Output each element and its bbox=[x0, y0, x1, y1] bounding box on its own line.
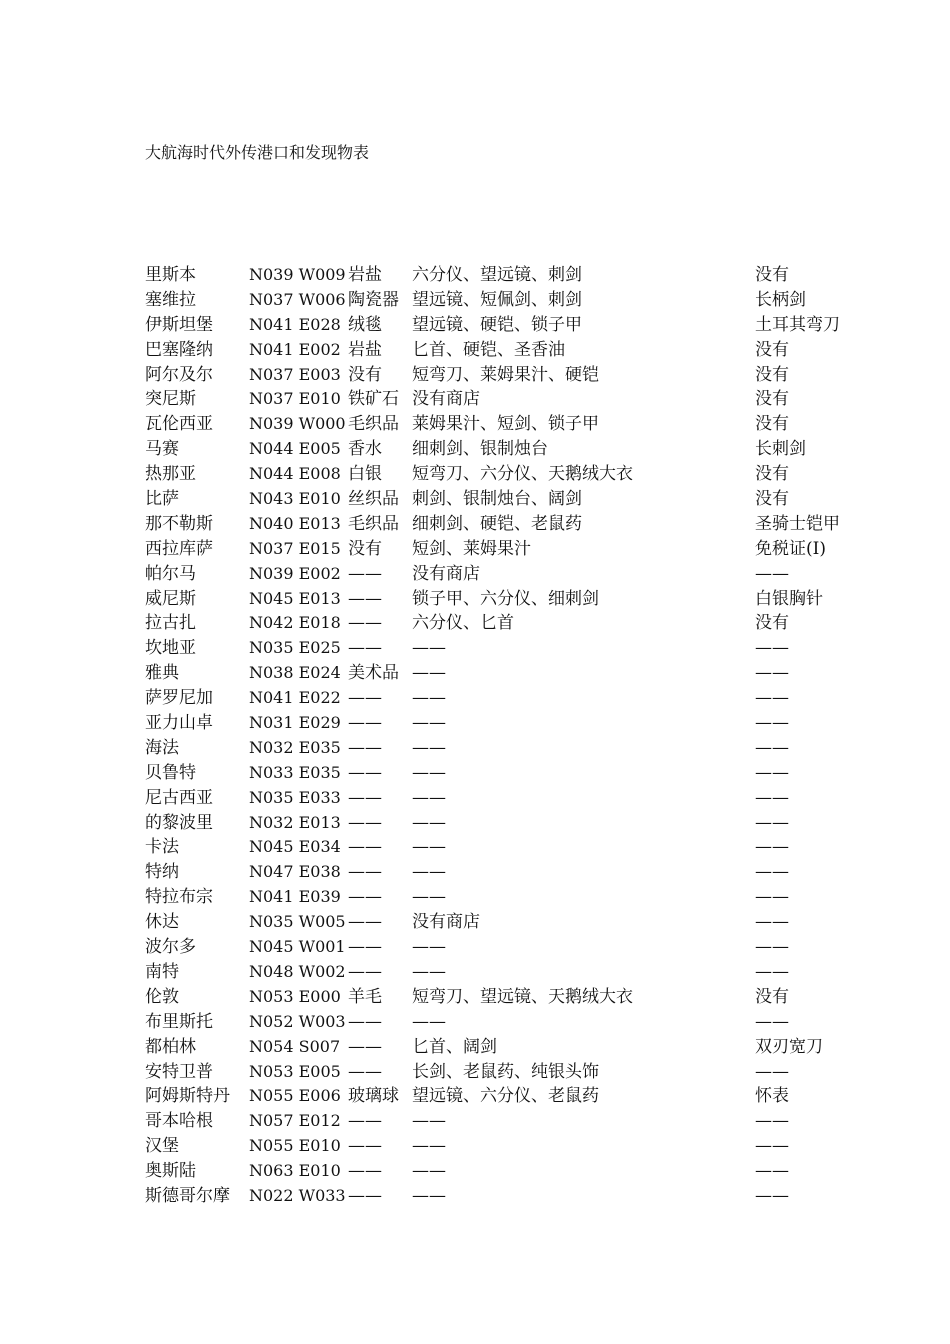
port-discovery: —— bbox=[755, 713, 789, 734]
port-shop-items: 望远镜、硬铠、锁子甲 bbox=[412, 314, 582, 335]
port-discovery: —— bbox=[755, 812, 789, 833]
port-shop-items: —— bbox=[412, 713, 446, 734]
table-row bbox=[145, 761, 905, 786]
port-shop-items: —— bbox=[412, 1011, 446, 1032]
port-coordinates: N037 E003 bbox=[249, 364, 341, 384]
port-coordinates: N052 W003 bbox=[249, 1011, 346, 1031]
table-row bbox=[145, 636, 905, 661]
port-shop-items: 望远镜、短佩剑、刺剑 bbox=[412, 289, 582, 310]
port-trade-goods: 丝织品 bbox=[348, 489, 399, 510]
port-shop-items: 短弯刀、莱姆果汁、硬铠 bbox=[412, 364, 599, 385]
port-shop-items: 六分仪、望远镜、刺剑 bbox=[412, 265, 582, 285]
port-trade-goods: —— bbox=[348, 862, 382, 883]
port-coordinates: N037 E010 bbox=[249, 389, 341, 409]
port-name: 拉古扎 bbox=[145, 613, 196, 634]
port-shop-items: —— bbox=[412, 1185, 446, 1206]
port-trade-goods: 没有 bbox=[348, 364, 382, 385]
port-discovery: —— bbox=[755, 663, 789, 684]
table-row bbox=[145, 313, 905, 338]
port-trade-goods: 羊毛 bbox=[348, 986, 382, 1007]
port-coordinates: N045 E013 bbox=[249, 588, 341, 608]
table-row bbox=[145, 1109, 905, 1134]
table-row bbox=[145, 661, 905, 686]
port-trade-goods: 白银 bbox=[348, 464, 382, 485]
table-row bbox=[145, 363, 905, 388]
port-coordinates: N022 W033 bbox=[249, 1185, 346, 1205]
port-name: 亚力山卓 bbox=[145, 713, 213, 734]
port-name: 伦敦 bbox=[145, 986, 179, 1007]
port-shop-items: 匕首、硬铠、圣香油 bbox=[412, 339, 565, 360]
port-discovery: —— bbox=[755, 737, 789, 758]
port-trade-goods: 美术品 bbox=[348, 663, 399, 684]
port-name: 巴塞隆纳 bbox=[145, 339, 213, 360]
port-coordinates: N039 W009 bbox=[249, 265, 346, 284]
port-trade-goods: 绒毯 bbox=[348, 314, 382, 335]
table-row bbox=[145, 611, 905, 636]
port-shop-items: —— bbox=[412, 1111, 446, 1132]
port-name: 海法 bbox=[145, 737, 179, 758]
port-discovery: 没有 bbox=[755, 986, 789, 1007]
table-row bbox=[145, 587, 905, 612]
port-trade-goods: 玻璃球 bbox=[348, 1086, 399, 1107]
port-shop-items: 刺剑、银制烛台、阔剑 bbox=[412, 489, 582, 510]
table-row bbox=[145, 910, 905, 935]
port-trade-goods: —— bbox=[348, 713, 382, 734]
port-shop-items: 莱姆果汁、短剑、锁子甲 bbox=[412, 414, 599, 435]
port-coordinates: N044 E005 bbox=[249, 439, 341, 459]
port-coordinates: N038 E024 bbox=[249, 663, 341, 683]
port-coordinates: N039 W000 bbox=[249, 414, 346, 434]
port-name: 伊斯坦堡 bbox=[145, 314, 213, 335]
port-trade-goods: —— bbox=[348, 613, 382, 634]
port-discovery: —— bbox=[755, 563, 789, 584]
port-coordinates: N053 E005 bbox=[249, 1061, 341, 1081]
port-table bbox=[145, 263, 905, 1209]
port-discovery: 双刃宽刀 bbox=[755, 1036, 823, 1057]
port-discovery: —— bbox=[755, 862, 789, 883]
port-coordinates: N045 W001 bbox=[249, 937, 346, 957]
page-title: 大航海时代外传港口和发现物表 bbox=[145, 143, 370, 162]
port-coordinates: N063 E010 bbox=[249, 1161, 341, 1181]
port-coordinates: N047 E038 bbox=[249, 862, 341, 882]
port-trade-goods: —— bbox=[348, 1161, 382, 1182]
port-name: 卡法 bbox=[145, 837, 179, 858]
table-row bbox=[145, 985, 905, 1010]
port-shop-items: 没有商店 bbox=[412, 389, 480, 410]
port-trade-goods: —— bbox=[348, 1036, 382, 1057]
table-row bbox=[145, 935, 905, 960]
port-shop-items: 没有商店 bbox=[412, 563, 480, 584]
port-name: 波尔多 bbox=[145, 937, 196, 958]
port-coordinates: N039 E002 bbox=[249, 563, 341, 583]
port-discovery: 没有 bbox=[755, 613, 789, 634]
port-coordinates: N041 E002 bbox=[249, 339, 341, 359]
port-discovery: —— bbox=[755, 937, 789, 958]
port-trade-goods: —— bbox=[348, 787, 382, 808]
port-shop-items: 没有商店 bbox=[412, 912, 480, 933]
port-trade-goods: 毛织品 bbox=[348, 513, 399, 534]
port-trade-goods: —— bbox=[348, 588, 382, 609]
port-coordinates: N043 E010 bbox=[249, 489, 341, 509]
port-shop-items: —— bbox=[412, 1136, 446, 1157]
port-name: 特拉布宗 bbox=[145, 887, 213, 908]
port-name: 奥斯陆 bbox=[145, 1161, 196, 1182]
table-row bbox=[145, 960, 905, 985]
table-row bbox=[145, 487, 905, 512]
port-coordinates: N041 E039 bbox=[249, 887, 341, 907]
port-coordinates: N054 S007 bbox=[249, 1036, 341, 1056]
table-row bbox=[145, 562, 905, 587]
port-discovery: —— bbox=[755, 837, 789, 858]
port-discovery: 长柄剑 bbox=[755, 289, 806, 310]
table-row bbox=[145, 811, 905, 836]
port-shop-items: —— bbox=[412, 688, 446, 709]
port-shop-items: 望远镜、六分仪、老鼠药 bbox=[412, 1086, 599, 1107]
port-shop-items: —— bbox=[412, 762, 446, 783]
port-name: 坎地亚 bbox=[145, 638, 196, 659]
port-trade-goods: —— bbox=[348, 563, 382, 584]
port-shop-items: —— bbox=[412, 937, 446, 958]
port-shop-items: —— bbox=[412, 837, 446, 858]
table-row bbox=[145, 412, 905, 437]
port-trade-goods: —— bbox=[348, 1136, 382, 1157]
port-discovery: 没有 bbox=[755, 414, 789, 435]
port-discovery: —— bbox=[755, 887, 789, 908]
port-coordinates: N053 E000 bbox=[249, 986, 341, 1006]
port-coordinates: N042 E018 bbox=[249, 613, 341, 633]
table-row bbox=[145, 462, 905, 487]
port-discovery: 没有 bbox=[755, 389, 789, 410]
port-shop-items: 细刺剑、硬铠、老鼠药 bbox=[412, 513, 582, 534]
port-shop-items: —— bbox=[412, 638, 446, 659]
port-name: 贝鲁特 bbox=[145, 762, 196, 783]
port-name: 突尼斯 bbox=[145, 389, 196, 410]
port-discovery: 没有 bbox=[755, 339, 789, 360]
table-row bbox=[145, 1184, 905, 1209]
port-trade-goods: —— bbox=[348, 1061, 382, 1082]
port-coordinates: N055 E006 bbox=[249, 1086, 341, 1106]
port-shop-items: 六分仪、匕首 bbox=[412, 613, 514, 634]
port-discovery: —— bbox=[755, 638, 789, 659]
table-row bbox=[145, 1035, 905, 1060]
port-trade-goods: —— bbox=[348, 961, 382, 982]
port-name: 塞维拉 bbox=[145, 289, 196, 310]
port-trade-goods: —— bbox=[348, 1185, 382, 1206]
port-trade-goods: —— bbox=[348, 638, 382, 659]
port-trade-goods: 岩盐 bbox=[348, 265, 382, 285]
port-discovery: 没有 bbox=[755, 364, 789, 385]
port-trade-goods: 毛织品 bbox=[348, 414, 399, 435]
table-row bbox=[145, 885, 905, 910]
port-coordinates: N032 E035 bbox=[249, 737, 341, 757]
port-trade-goods: —— bbox=[348, 887, 382, 908]
port-name: 萨罗尼加 bbox=[145, 688, 213, 709]
port-trade-goods: —— bbox=[348, 812, 382, 833]
port-discovery: —— bbox=[755, 961, 789, 982]
port-name: 阿姆斯特丹 bbox=[145, 1086, 230, 1107]
port-shop-items: —— bbox=[412, 887, 446, 908]
port-discovery: 怀表 bbox=[755, 1086, 789, 1107]
table-row bbox=[145, 1084, 905, 1109]
port-discovery: —— bbox=[755, 787, 789, 808]
port-coordinates: N033 E035 bbox=[249, 762, 341, 782]
port-discovery: 长刺剑 bbox=[755, 439, 806, 460]
port-name: 尼古西亚 bbox=[145, 787, 213, 808]
table-row bbox=[145, 1159, 905, 1184]
port-trade-goods: —— bbox=[348, 1111, 382, 1132]
table-row bbox=[145, 437, 905, 462]
port-coordinates: N048 W002 bbox=[249, 961, 346, 981]
port-discovery: 没有 bbox=[755, 265, 789, 285]
port-trade-goods: —— bbox=[348, 762, 382, 783]
port-discovery: 免税证(I) bbox=[755, 538, 826, 559]
port-name: 斯德哥尔摩 bbox=[145, 1185, 230, 1206]
port-discovery: —— bbox=[755, 1136, 789, 1157]
port-shop-items: 短弯刀、六分仪、天鹅绒大衣 bbox=[412, 464, 633, 485]
port-shop-items: —— bbox=[412, 737, 446, 758]
port-trade-goods: —— bbox=[348, 737, 382, 758]
port-coordinates: N057 E012 bbox=[249, 1111, 341, 1131]
table-row bbox=[145, 1060, 905, 1085]
port-name: 威尼斯 bbox=[145, 588, 196, 609]
port-shop-items: —— bbox=[412, 663, 446, 684]
port-trade-goods: 铁矿石 bbox=[348, 389, 399, 410]
port-trade-goods: 没有 bbox=[348, 538, 382, 559]
port-discovery: —— bbox=[755, 1111, 789, 1132]
port-name: 汉堡 bbox=[145, 1136, 179, 1157]
port-name: 雅典 bbox=[145, 663, 179, 684]
port-name: 哥本哈根 bbox=[145, 1111, 213, 1132]
port-name: 南特 bbox=[145, 961, 179, 982]
port-shop-items: —— bbox=[412, 812, 446, 833]
port-discovery: —— bbox=[755, 1185, 789, 1206]
port-discovery: 白银胸针 bbox=[755, 588, 823, 609]
port-coordinates: N037 W006 bbox=[249, 289, 346, 309]
table-row bbox=[145, 263, 905, 288]
port-name: 特纳 bbox=[145, 862, 179, 883]
port-trade-goods: 陶瓷器 bbox=[348, 289, 399, 310]
table-row bbox=[145, 835, 905, 860]
port-coordinates: N031 E029 bbox=[249, 713, 341, 733]
port-name: 马赛 bbox=[145, 439, 179, 460]
port-shop-items: —— bbox=[412, 862, 446, 883]
port-discovery: —— bbox=[755, 688, 789, 709]
table-row bbox=[145, 686, 905, 711]
port-coordinates: N041 E028 bbox=[249, 314, 341, 334]
port-coordinates: N037 E015 bbox=[249, 538, 341, 558]
table-row bbox=[145, 512, 905, 537]
port-name: 西拉库萨 bbox=[145, 538, 213, 559]
port-shop-items: 锁子甲、六分仪、细刺剑 bbox=[412, 588, 599, 609]
port-coordinates: N035 E025 bbox=[249, 638, 341, 658]
port-trade-goods: —— bbox=[348, 1011, 382, 1032]
port-shop-items: 细刺剑、银制烛台 bbox=[412, 439, 548, 460]
table-row bbox=[145, 387, 905, 412]
port-discovery: 没有 bbox=[755, 464, 789, 485]
port-shop-items: —— bbox=[412, 787, 446, 808]
port-trade-goods: 岩盐 bbox=[348, 339, 382, 360]
port-shop-items: —— bbox=[412, 1161, 446, 1182]
port-coordinates: N035 E033 bbox=[249, 787, 341, 807]
table-row bbox=[145, 1010, 905, 1035]
table-row bbox=[145, 736, 905, 761]
port-name: 都柏林 bbox=[145, 1036, 196, 1057]
port-coordinates: N044 E008 bbox=[249, 464, 341, 484]
table-row bbox=[145, 786, 905, 811]
port-shop-items: 匕首、阔剑 bbox=[412, 1036, 497, 1057]
table-row bbox=[145, 711, 905, 736]
port-name: 帕尔马 bbox=[145, 563, 196, 584]
port-name: 里斯本 bbox=[145, 265, 196, 285]
port-name: 比萨 bbox=[145, 489, 179, 510]
port-coordinates: N055 E010 bbox=[249, 1136, 341, 1156]
port-trade-goods: —— bbox=[348, 688, 382, 709]
port-coordinates: N040 E013 bbox=[249, 513, 341, 533]
table-row bbox=[145, 1134, 905, 1159]
port-coordinates: N045 E034 bbox=[249, 837, 341, 857]
port-discovery: —— bbox=[755, 762, 789, 783]
port-discovery: 没有 bbox=[755, 489, 789, 510]
port-coordinates: N035 W005 bbox=[249, 912, 346, 932]
port-shop-items: 长剑、老鼠药、纯银头饰 bbox=[412, 1061, 599, 1082]
port-name: 的黎波里 bbox=[145, 812, 213, 833]
port-name: 热那亚 bbox=[145, 464, 196, 485]
port-trade-goods: —— bbox=[348, 937, 382, 958]
table-row bbox=[145, 338, 905, 363]
port-shop-items: 短弯刀、望远镜、天鹅绒大衣 bbox=[412, 986, 633, 1007]
port-shop-items: 短剑、莱姆果汁 bbox=[412, 538, 531, 559]
port-shop-items: —— bbox=[412, 961, 446, 982]
port-name: 那不勒斯 bbox=[145, 513, 213, 534]
port-trade-goods: 香水 bbox=[348, 439, 382, 460]
port-coordinates: N041 E022 bbox=[249, 688, 341, 708]
port-name: 安特卫普 bbox=[145, 1061, 213, 1082]
port-coordinates: N032 E013 bbox=[249, 812, 341, 832]
table-row bbox=[145, 537, 905, 562]
port-discovery: 圣骑士铠甲 bbox=[755, 513, 840, 534]
port-discovery: 土耳其弯刀 bbox=[755, 314, 840, 335]
table-row bbox=[145, 288, 905, 313]
port-name: 休达 bbox=[145, 912, 179, 933]
port-discovery: —— bbox=[755, 1061, 789, 1082]
port-name: 阿尔及尔 bbox=[145, 364, 213, 385]
port-discovery: —— bbox=[755, 1011, 789, 1032]
port-discovery: —— bbox=[755, 1161, 789, 1182]
port-trade-goods: —— bbox=[348, 912, 382, 933]
port-name: 瓦伦西亚 bbox=[145, 414, 213, 435]
port-name: 布里斯托 bbox=[145, 1011, 213, 1032]
table-row bbox=[145, 860, 905, 885]
port-trade-goods: —— bbox=[348, 837, 382, 858]
port-discovery: —— bbox=[755, 912, 789, 933]
